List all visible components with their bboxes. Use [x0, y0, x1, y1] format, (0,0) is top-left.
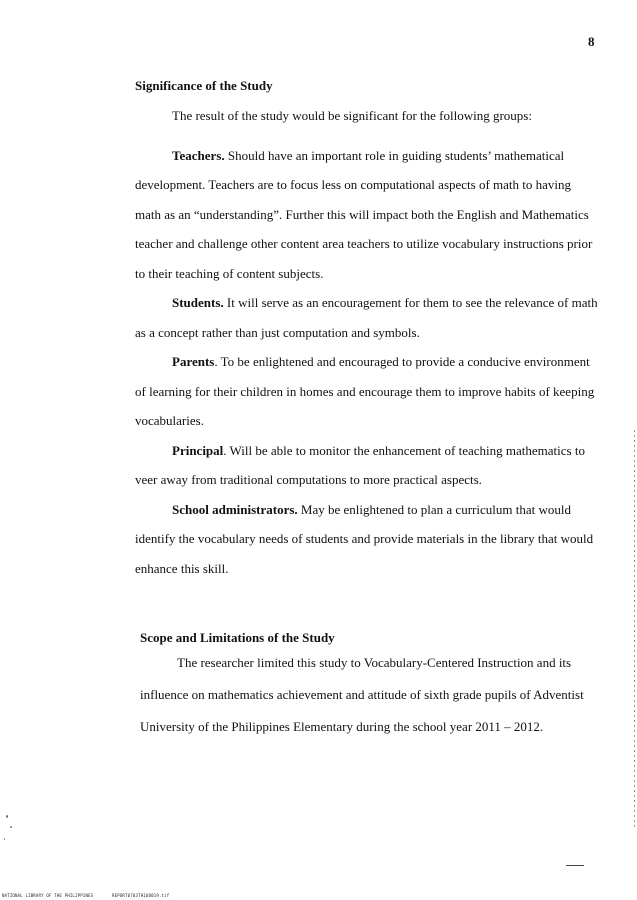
teachers-text: Should have an important role in guiding students’ mathematical [224, 147, 565, 163]
teachers-paragraph [135, 141, 598, 171]
parents-term: Parents [172, 354, 215, 369]
students-paragraph [135, 288, 598, 318]
administrators-term: School administrators. [172, 501, 298, 517]
principal-line: veer away from traditional computations to more practical aspects. [135, 472, 482, 487]
page-number: 8 [588, 34, 595, 49]
scope-line: The researcher limited this study to Vocabulary-Centered Instruction and its [177, 655, 572, 670]
scope-heading: Scope and Limitations of the Study [140, 630, 335, 645]
footer-file-id: REPORT0703TH160019.tif [112, 893, 170, 898]
significance-body [135, 101, 598, 583]
teachers-line: teacher and challenge other content area teachers to utilize vocabulary instructions prior [135, 236, 593, 251]
significance-intro: The result of the study would be significant for the following groups: [172, 108, 532, 123]
principal-text: . Will be able to monitor the enhancement of teaching mathematics to [223, 442, 585, 458]
parents-paragraph [135, 347, 598, 377]
scope-line: influence on mathematics achievement and attitude of sixth grade pupils of Adventist [140, 687, 584, 702]
administrators-line: enhance this skill. [135, 560, 229, 576]
administrators-line: identify the vocabulary needs of students and provide materials in the library that would [135, 531, 594, 546]
scan-edge-mark [634, 430, 635, 830]
administrators-paragraph [135, 495, 598, 525]
students-line: as a concept rather than just computation and symbols. [135, 324, 420, 340]
scan-speck [10, 826, 12, 828]
scan-speck [4, 838, 5, 840]
principal-term: Principal [172, 442, 224, 458]
footer-library: NATIONAL LIBRARY OF THE PHILIPPINES [2, 893, 94, 898]
administrators-text: May be enlightened to plan a curriculum that would [297, 501, 571, 517]
parents-text: . To be enlightened and encouraged to provide a conducive environment [214, 354, 590, 369]
parents-line: vocabularies. [135, 413, 204, 428]
teachers-term: Teachers. [172, 147, 225, 163]
teachers-line: to their teaching of content subjects. [135, 265, 324, 281]
parents-line: of learning for their children in homes and encourage them to improve habits of keeping [135, 383, 595, 399]
scan-speck [6, 815, 8, 818]
scope-line: University of the Philippines Elementary during the school year 2011 – 2012. [140, 719, 544, 734]
teachers-line: development. Teachers are to focus less on computational aspects of math to having [135, 177, 572, 192]
scope-body [140, 647, 584, 743]
students-text: It will serve as an encouragement for them to see the relevance of math [223, 295, 598, 310]
teachers-line: math as an “understanding”. Further this will impact both the English and Mathematics [135, 206, 589, 222]
principal-paragraph [135, 436, 598, 466]
scan-dash [566, 865, 584, 866]
students-term: Students. [172, 295, 224, 310]
significance-heading: Significance of the Study [135, 78, 273, 93]
